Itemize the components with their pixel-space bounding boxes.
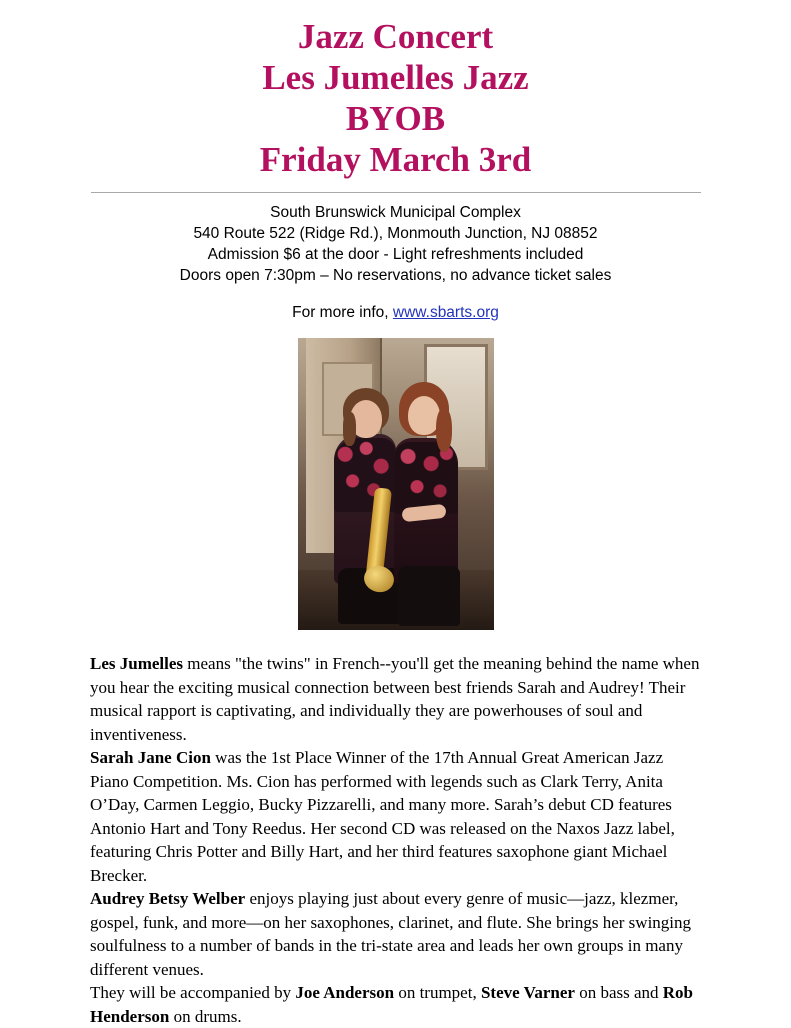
text-audrey-betsy-welber: enjoys playing just about every genre of music—jazz, klezmer, gospel, funk, and more—on her saxophones, clarinet, and flute. She brings her swinging soulfulness to a number of bands in the tri-state area and leads her own groups in many different venues.: [90, 889, 692, 979]
text-sarah-jane-cion: was the 1st Place Winner of the 17th Annual Great American Jazz Piano Competition. Ms. Cion has performed with legends such as Clark Terry, Anita O’Day, Carmen Leggio, Bucky Pizzarelli, and many more. Sarah’s debut CD features Antonio Hart and Tony Reedus. Her second CD was released on the Naxos Jazz label, featuring Chris Potter and Billy Hart, and her third features saxophone giant Michael Brecker.: [90, 748, 675, 885]
title-line-3: BYOB: [345, 99, 446, 138]
photo-person-right-legs: [398, 566, 460, 626]
lead-sarah-jane-cion: Sarah Jane Cion: [90, 748, 211, 767]
admission-info: Admission $6 at the door - Light refreshments included: [207, 246, 584, 263]
photo-container: [0, 338, 791, 630]
paragraph-les-jumelles: [90, 652, 701, 746]
website-link[interactable]: www.sbarts.org: [392, 304, 499, 321]
horizontal-divider: [91, 192, 701, 193]
doors-info: Doors open 7:30pm – No reservations, no advance ticket sales: [179, 267, 612, 284]
lead-les-jumelles: Les Jumelles: [90, 654, 184, 673]
more-info-prefix: For more info,: [292, 304, 393, 321]
more-info-line: [0, 304, 791, 322]
paragraph-accompanists: [90, 981, 701, 1028]
performers-photo: [298, 338, 494, 630]
event-details: [0, 202, 791, 286]
text-les-jumelles: means "the twins" in French--you'll get the meaning behind the name when you hear the exciting musical connection between best friends Sarah and Audrey! Their musical rapport is captivating, and individually they are powerhouses of soul and inventiveness.: [90, 654, 700, 744]
accompanist-name-3: Rob Henderson: [90, 983, 693, 1026]
paragraph-audrey-betsy-welber: [90, 887, 701, 981]
closing-part-4: on drums.: [169, 1006, 242, 1026]
closing-part-3: on bass and: [574, 983, 663, 1002]
photo-person-left-hair-side: [343, 412, 356, 446]
accompanist-name-1: Joe Anderson: [295, 983, 395, 1002]
paragraph-sarah-jane-cion: [90, 746, 701, 887]
closing-part-1: They will be accompanied by: [90, 983, 296, 1002]
closing-part-2: on trumpet,: [394, 983, 481, 1002]
photo-person-right-floral-top: [394, 442, 458, 514]
title-line-4: Friday March 3rd: [259, 140, 532, 179]
bio-text-block: [90, 652, 701, 1028]
venue-name: South Brunswick Municipal Complex: [270, 204, 521, 221]
venue-address: 540 Route 522 (Ridge Rd.), Monmouth Junction, NJ 08852: [193, 225, 598, 242]
title-block: [0, 0, 791, 180]
photo-person-right-hair-side: [436, 408, 452, 452]
accompanist-name-2: Steve Varner: [480, 983, 575, 1002]
lead-audrey-betsy-welber: Audrey Betsy Welber: [90, 889, 246, 908]
title-line-2: Les Jumelles Jazz: [262, 58, 529, 97]
photo-person-right-head: [408, 396, 440, 435]
title-line-1: Jazz Concert: [297, 17, 494, 56]
